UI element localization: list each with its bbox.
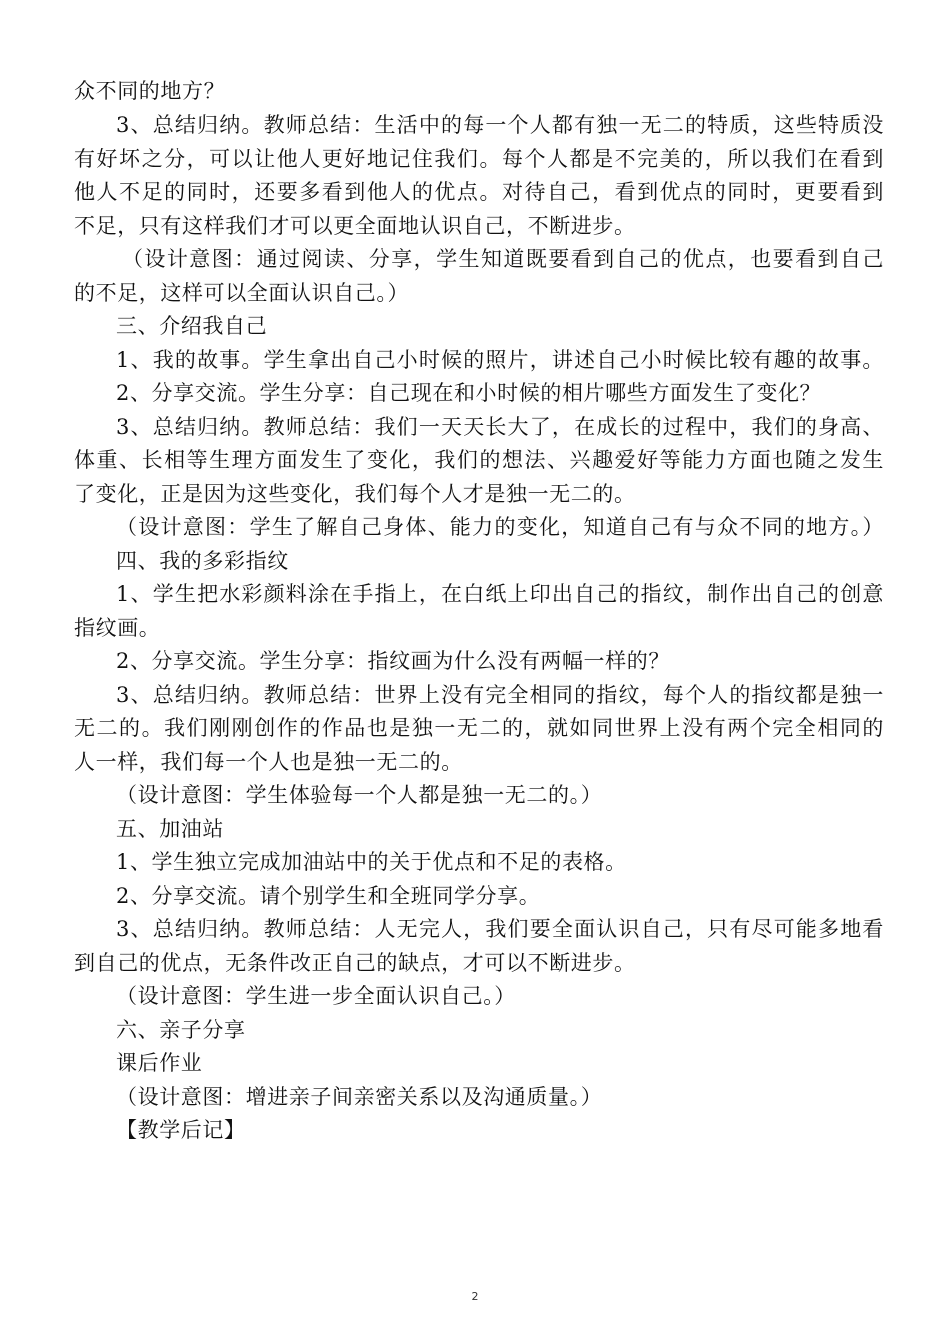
paragraph-line: 课后作业 bbox=[116, 1051, 203, 1075]
paragraph-line: 3、总结归纳。教师总结：世界上没有完全相同的指纹，每个人的指纹都是独一 bbox=[116, 683, 884, 707]
paragraph-line: 3、总结归纳。教师总结：生活中的每一个人都有独一无二的特质，这些特质没 bbox=[116, 113, 884, 137]
paragraph-line: 2、分享交流。请个别学生和全班同学分享。 bbox=[116, 884, 541, 908]
design-intent-line: （设计意图：增进亲子间亲密关系以及沟通质量。） bbox=[116, 1085, 603, 1109]
section-heading: 五、加油站 bbox=[116, 817, 224, 841]
paragraph-line: 指纹画。 bbox=[74, 616, 161, 640]
paragraph-line: 了变化，正是因为这些变化，我们每个人才是独一无二的。 bbox=[74, 482, 636, 506]
paragraph-line: 1、学生独立完成加油站中的关于优点和不足的表格。 bbox=[116, 850, 627, 874]
paragraph-line: 3、总结归纳。教师总结：我们一天天长大了，在成长的过程中，我们的身高、 bbox=[116, 415, 884, 439]
design-intent-line: （设计意图：通过阅读、分享，学生知道既要看到自己的优点，也要看到自己 bbox=[122, 247, 884, 271]
design-intent-line: （设计意图：学生了解自己身体、能力的变化，知道自己有与众不同的地方。） bbox=[116, 515, 884, 539]
section-heading: 四、我的多彩指纹 bbox=[116, 549, 289, 573]
paragraph-line: 不足，只有这样我们才可以更全面地认识自己，不断进步。 bbox=[74, 214, 636, 238]
paragraph-line: 众不同的地方？ bbox=[74, 79, 226, 103]
section-heading: 三、介绍我自己 bbox=[116, 314, 268, 338]
paragraph-line: 无二的。我们刚刚创作的作品也是独一无二的，就如同世界上没有两个完全相同的 bbox=[74, 716, 884, 740]
section-heading: 六、亲子分享 bbox=[116, 1018, 246, 1042]
design-intent-line: （设计意图：学生进一步全面认识自己。） bbox=[116, 984, 516, 1008]
paragraph-line: 人一样，我们每一个人也是独一无二的。 bbox=[74, 750, 463, 774]
paragraph-line: 有好坏之分，可以让他人更好地记住我们。每个人都是不完美的，所以我们在看到 bbox=[74, 147, 884, 171]
paragraph-line: 他人不足的同时，还要多看到他人的优点。对待自己，看到优点的同时，更要看到 bbox=[74, 180, 884, 204]
page-number: 2 bbox=[471, 1290, 479, 1303]
paragraph-line: 2、分享交流。学生分享：指纹画为什么没有两幅一样的？ bbox=[116, 649, 670, 673]
paragraph-line: 3、总结归纳。教师总结：人无完人，我们要全面认识自己，只有尽可能多地看 bbox=[116, 917, 884, 941]
paragraph-line: 2、分享交流。学生分享：自己现在和小时候的相片哪些方面发生了变化？ bbox=[116, 381, 822, 405]
paragraph-line: 1、学生把水彩颜料涂在手指上，在白纸上印出自己的指纹，制作出自己的创意 bbox=[116, 582, 884, 606]
design-intent-line: （设计意图：学生体验每一个人都是独一无二的。） bbox=[116, 783, 603, 807]
paragraph-line: 1、我的故事。学生拿出自己小时候的照片，讲述自己小时候比较有趣的故事。 bbox=[116, 348, 884, 372]
design-intent-line: 的不足，这样可以全面认识自己。） bbox=[74, 281, 410, 305]
section-heading: 【教学后记】 bbox=[116, 1118, 246, 1142]
paragraph-line: 体重、长相等生理方面发生了变化，我们的想法、兴趣爱好等能力方面也随之发生 bbox=[74, 448, 884, 472]
paragraph-line: 到自己的优点，无条件改正自己的缺点，才可以不断进步。 bbox=[74, 951, 636, 975]
